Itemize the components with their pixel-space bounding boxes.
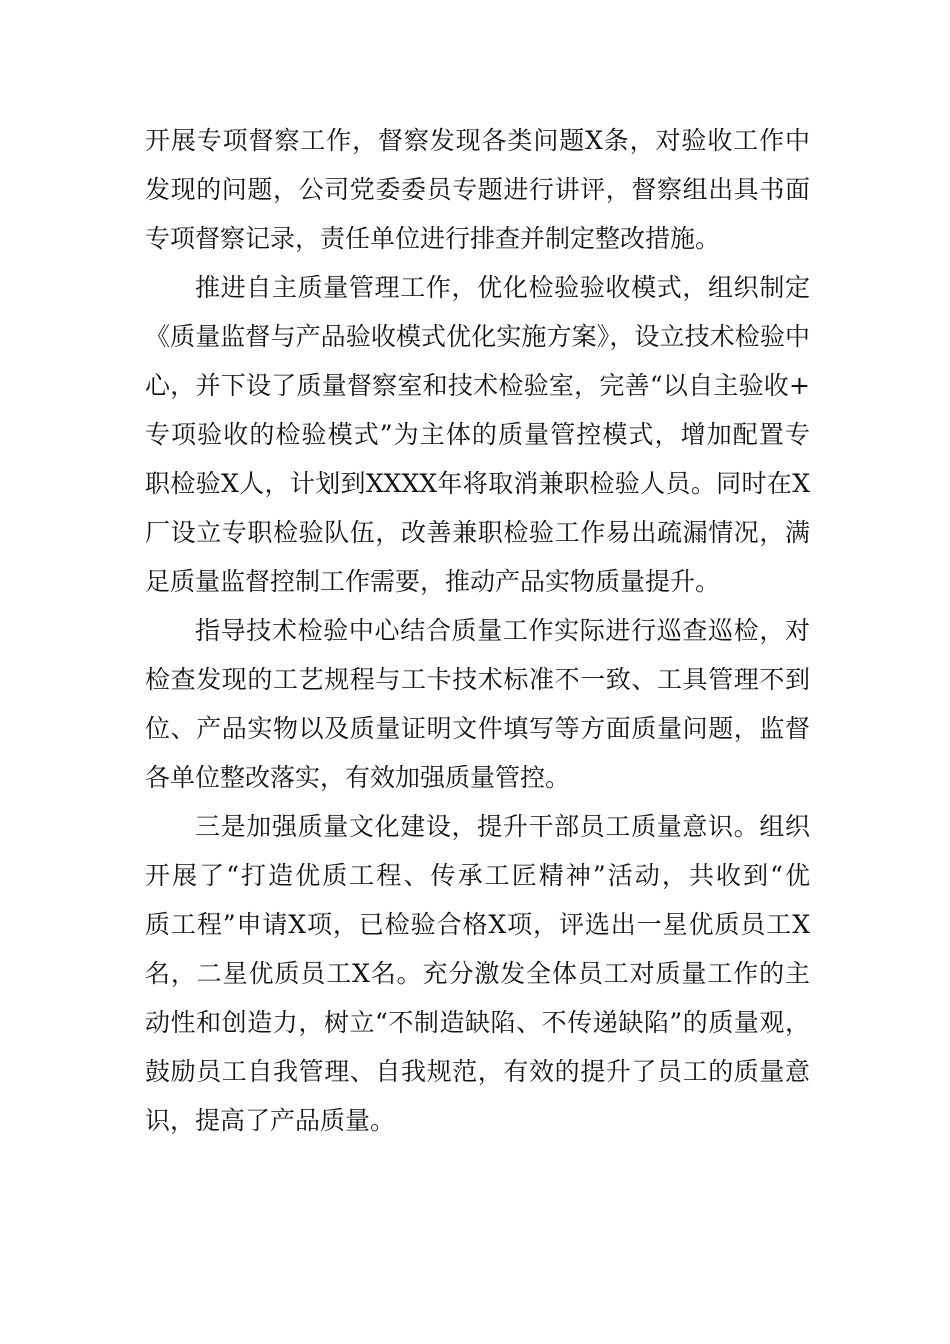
text-line: 厂设立专职检验队伍，改善兼职检验工作易出疏漏情况，满 bbox=[145, 518, 810, 547]
text-line: 质工程”申请X项，已检验合格X项，评选出一星优质员工X bbox=[145, 910, 810, 939]
document-body bbox=[145, 116, 810, 1145]
text-line: 名，二星优质员工X名。充分激发全体员工对质量工作的主 bbox=[145, 959, 810, 988]
text-line: 指导技术检验中心结合质量工作实际进行巡查巡检，对 bbox=[195, 616, 810, 645]
paragraph-2 bbox=[145, 263, 810, 606]
text-line: 各单位整改落实，有效加强质量管控。 bbox=[145, 763, 571, 792]
text-line: 动性和创造力，树立“不制造缺陷、不传递缺陷”的质量观， bbox=[145, 1008, 810, 1037]
text-line: 识，提高了产品质量。 bbox=[145, 1106, 396, 1135]
text-line: 职检验X人，计划到XXXX年将取消兼职检验人员。同时在X bbox=[145, 469, 810, 498]
paragraph-1 bbox=[145, 116, 810, 263]
text-line: 开展专项督察工作，督察发现各类问题X条，对验收工作中 bbox=[145, 126, 810, 155]
text-line: 专项验收的检验模式”为主体的质量管控模式，增加配置专 bbox=[145, 420, 810, 449]
text-line: 鼓励员工自我管理、自我规范，有效的提升了员工的质量意 bbox=[145, 1057, 810, 1086]
text-line: 三是加强质量文化建设，提升干部员工质量意识。组织 bbox=[195, 812, 810, 841]
text-line: 心，并下设了质量督察室和技术检验室，完善“以自主验收+ bbox=[145, 371, 810, 400]
text-line: 足质量监督控制工作需要，推动产品实物质量提升。 bbox=[145, 567, 721, 596]
text-line: 推进自主质量管理工作，优化检验验收模式，组织制定 bbox=[195, 273, 810, 302]
text-line: 《质量监督与产品验收模式优化实施方案》，设立技术检验中 bbox=[145, 322, 810, 351]
text-line: 专项督察记录，责任单位进行排查并制定整改措施。 bbox=[145, 224, 721, 253]
paragraph-4 bbox=[145, 802, 810, 1145]
text-line: 发现的问题，公司党委委员专题进行讲评，督察组出具书面 bbox=[145, 175, 810, 204]
text-line: 位、产品实物以及质量证明文件填写等方面质量问题，监督 bbox=[145, 714, 810, 743]
text-line: 开展了“打造优质工程、传承工匠精神”活动，共收到“优 bbox=[145, 861, 810, 890]
text-line: 检查发现的工艺规程与工卡技术标准不一致、工具管理不到 bbox=[145, 665, 810, 694]
paragraph-3 bbox=[145, 606, 810, 802]
